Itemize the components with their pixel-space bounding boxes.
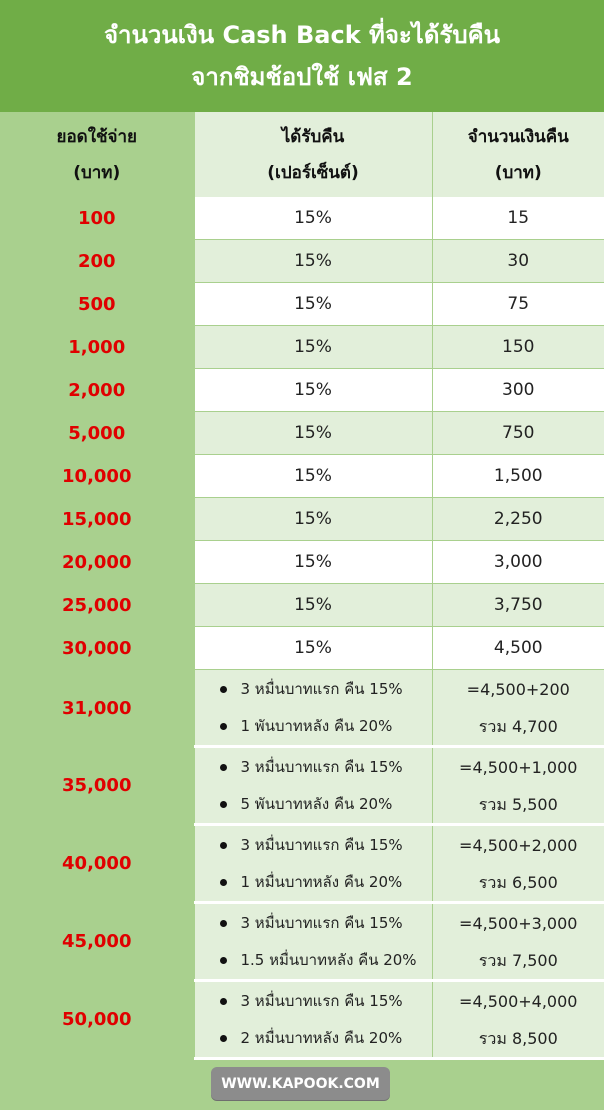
spend-amount: 40,000	[0, 825, 194, 903]
spend-amount: 10,000	[0, 455, 194, 498]
refund-formula: =4,500+1,000	[459, 757, 578, 777]
spend-amount: 20,000	[0, 541, 194, 584]
spend-amount: 30,000	[0, 627, 194, 670]
breakdown-cell	[194, 825, 432, 903]
breakdown-second-tier: 5 พันบาทหลัง คืน 20%	[217, 786, 432, 823]
spend-amount: 35,000	[0, 747, 194, 825]
spend-amount: 45,000	[0, 903, 194, 981]
spend-amount: 500	[0, 283, 194, 326]
refund-cell: 750	[432, 412, 604, 455]
refund-cell: 75	[432, 283, 604, 326]
refund-cell: 15	[432, 197, 604, 240]
breakdown-second-tier: 1.5 หมื่นบาทหลัง คืน 20%	[217, 942, 432, 979]
refund-cell: 300	[432, 369, 604, 412]
header-refund-line1: จำนวนเงินคืน	[467, 126, 569, 147]
header-spend	[0, 112, 194, 197]
tier-row	[0, 670, 604, 747]
breakdown-second-tier: 2 หมื่นบาทหลัง คืน 20%	[217, 1020, 432, 1057]
breakdown-second-tier: 1 หมื่นบาทหลัง คืน 20%	[217, 864, 432, 901]
spend-amount: 31,000	[0, 670, 194, 747]
tier-row	[0, 981, 604, 1059]
percent-cell: 15%	[194, 584, 432, 627]
percent-cell: 15%	[194, 412, 432, 455]
header-refund-line2: (บาท)	[494, 162, 542, 183]
table-row	[0, 197, 604, 240]
refund-cell: 2,250	[432, 498, 604, 541]
refund-formula: =4,500+3,000	[459, 913, 578, 933]
refund-total: รวม 4,700	[478, 716, 558, 736]
breakdown-cell	[194, 670, 432, 747]
refund-cell: 30	[432, 240, 604, 283]
table-row	[0, 412, 604, 455]
table-row	[0, 240, 604, 283]
percent-cell: 15%	[194, 197, 432, 240]
refund-cell: 3,000	[432, 541, 604, 584]
refund-cell	[432, 825, 604, 903]
breakdown-first-tier: 3 หมื่นบาทแรก คืน 15%	[217, 749, 432, 786]
percent-cell: 15%	[194, 455, 432, 498]
refund-cell: 1,500	[432, 455, 604, 498]
spend-amount: 50,000	[0, 981, 194, 1059]
refund-total: รวม 7,500	[478, 950, 558, 970]
tier-row	[0, 903, 604, 981]
spend-amount: 25,000	[0, 584, 194, 627]
percent-cell: 15%	[194, 326, 432, 369]
refund-cell	[432, 981, 604, 1059]
percent-cell: 15%	[194, 240, 432, 283]
breakdown-cell	[194, 981, 432, 1059]
table-row	[0, 326, 604, 369]
breakdown-second-tier: 1 พันบาทหลัง คืน 20%	[217, 708, 432, 745]
breakdown-first-tier: 3 หมื่นบาทแรก คืน 15%	[217, 671, 432, 708]
breakdown-cell	[194, 903, 432, 981]
percent-cell: 15%	[194, 541, 432, 584]
refund-formula: =4,500+2,000	[459, 835, 578, 855]
title-line-2: จากชิมช้อปใช้ เฟส 2	[191, 63, 413, 91]
percent-cell: 15%	[194, 627, 432, 670]
header-percent	[194, 112, 432, 197]
refund-cell: 4,500	[432, 627, 604, 670]
spend-amount: 2,000	[0, 369, 194, 412]
header-percent-line1: ได้รับคืน	[281, 126, 345, 147]
spend-amount: 5,000	[0, 412, 194, 455]
table-row	[0, 455, 604, 498]
breakdown-first-tier: 3 หมื่นบาทแรก คืน 15%	[217, 827, 432, 864]
percent-cell: 15%	[194, 369, 432, 412]
cashback-table	[0, 112, 604, 1060]
breakdown-first-tier: 3 หมื่นบาทแรก คืน 15%	[217, 905, 432, 942]
header-refund	[432, 112, 604, 197]
tier-row	[0, 747, 604, 825]
breakdown-first-tier: 3 หมื่นบาทแรก คืน 15%	[217, 983, 432, 1020]
refund-cell: 150	[432, 326, 604, 369]
table-row	[0, 498, 604, 541]
title-line-1: จำนวนเงิน Cash Back ที่จะได้รับคืน	[103, 21, 501, 49]
table-row	[0, 627, 604, 670]
header-spend-line2: (บาท)	[73, 162, 121, 183]
refund-cell: 3,750	[432, 584, 604, 627]
header-percent-line2: (เปอร์เซ็นต์)	[267, 162, 359, 183]
table-row	[0, 584, 604, 627]
percent-cell: 15%	[194, 283, 432, 326]
table-row	[0, 283, 604, 326]
title-banner	[0, 0, 604, 112]
spend-amount: 100	[0, 197, 194, 240]
spend-amount: 200	[0, 240, 194, 283]
kapook-watermark-badge: WWW.KAPOOK.COM	[211, 1067, 390, 1100]
spend-amount: 15,000	[0, 498, 194, 541]
refund-total: รวม 5,500	[478, 794, 558, 814]
refund-cell	[432, 670, 604, 747]
table-header-row	[0, 112, 604, 197]
refund-cell	[432, 903, 604, 981]
tier-row	[0, 825, 604, 903]
table-row	[0, 369, 604, 412]
refund-cell	[432, 747, 604, 825]
refund-formula: =4,500+200	[466, 679, 570, 699]
table-row	[0, 541, 604, 584]
refund-total: รวม 6,500	[478, 872, 558, 892]
refund-total: รวม 8,500	[478, 1028, 558, 1048]
percent-cell: 15%	[194, 498, 432, 541]
spend-amount: 1,000	[0, 326, 194, 369]
header-spend-line1: ยอดใช้จ่าย	[56, 126, 138, 147]
refund-formula: =4,500+4,000	[459, 991, 578, 1011]
breakdown-cell	[194, 747, 432, 825]
